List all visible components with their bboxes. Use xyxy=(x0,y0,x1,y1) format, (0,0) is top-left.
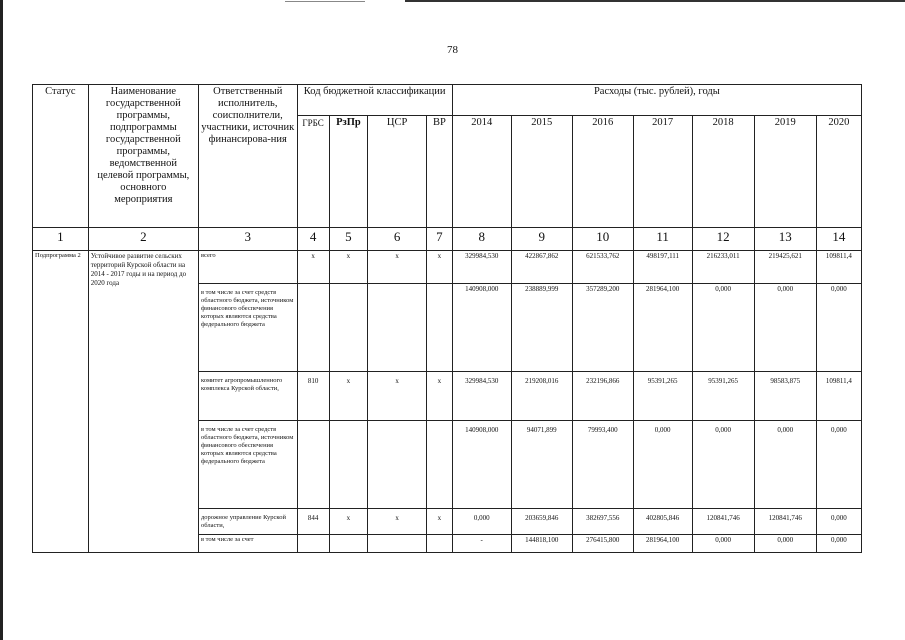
column-number: 11 xyxy=(633,228,692,251)
grbs-cell: x xyxy=(297,251,329,284)
header-budget-code: Код бюджетной классификации xyxy=(297,85,452,116)
grbs-cell xyxy=(297,421,329,509)
vr-cell: x xyxy=(427,251,453,284)
value-cell: 94071,899 xyxy=(511,421,572,509)
vr-cell xyxy=(427,421,453,509)
value-cell: 120841,746 xyxy=(692,509,754,535)
value-cell: 95391,265 xyxy=(633,372,692,421)
value-cell: 0,000 xyxy=(692,421,754,509)
header-vr: ВР xyxy=(427,116,453,228)
column-number: 7 xyxy=(427,228,453,251)
column-number: 12 xyxy=(692,228,754,251)
grbs-cell: 844 xyxy=(297,509,329,535)
value-cell: 329984,530 xyxy=(452,251,511,284)
executor-cell: в том числе за счет xyxy=(198,535,297,553)
value-cell: 329984,530 xyxy=(452,372,511,421)
vr-cell: x xyxy=(427,372,453,421)
value-cell: 203659,846 xyxy=(511,509,572,535)
header-year: 2016 xyxy=(572,116,633,228)
vr-cell xyxy=(427,284,453,372)
header-year: 2018 xyxy=(692,116,754,228)
executor-cell: всего xyxy=(198,251,297,284)
value-cell: 140908,000 xyxy=(452,284,511,372)
csr-cell xyxy=(368,284,427,372)
header-status: Статус xyxy=(33,85,89,228)
value-cell: 0,000 xyxy=(692,284,754,372)
column-number: 14 xyxy=(816,228,861,251)
header-expenses: Расходы (тыс. рублей), годы xyxy=(452,85,861,116)
value-cell: 0,000 xyxy=(754,535,816,553)
vr-cell: x xyxy=(427,509,453,535)
value-cell: 144818,100 xyxy=(511,535,572,553)
scan-edge-top-mark xyxy=(285,1,365,2)
rzpr-cell: x xyxy=(329,509,368,535)
column-number: 2 xyxy=(88,228,198,251)
scan-edge-left xyxy=(0,0,3,640)
value-cell: 0,000 xyxy=(633,421,692,509)
value-cell: 109811,4 xyxy=(816,251,861,284)
value-cell: 0,000 xyxy=(452,509,511,535)
csr-cell: x xyxy=(368,509,427,535)
executor-cell: дорожное управление Курской области, xyxy=(198,509,297,535)
value-cell: 0,000 xyxy=(816,535,861,553)
csr-cell: x xyxy=(368,251,427,284)
csr-cell xyxy=(368,535,427,553)
column-number: 1 xyxy=(33,228,89,251)
value-cell: 0,000 xyxy=(816,509,861,535)
value-cell: 0,000 xyxy=(754,421,816,509)
status-cell: Подпрограмма 2 xyxy=(33,251,89,553)
executor-cell: в том числе за счет средств областного бюджета, источником финансового обеспечения которых являются средства федерального бюджета xyxy=(198,421,297,509)
header-name: Наименование государственной программы, подпрограммы государственной программы, ведомственной целевой программы, основного мероприятия xyxy=(88,85,198,228)
value-cell: 0,000 xyxy=(816,421,861,509)
value-cell: 402805,846 xyxy=(633,509,692,535)
program-name-cell: Устойчивое развитие сельских территорий Курской области на 2014 - 2017 годы и на период до 2020 года xyxy=(88,251,198,553)
column-number: 9 xyxy=(511,228,572,251)
page-number: 78 xyxy=(447,44,458,56)
column-number: 13 xyxy=(754,228,816,251)
vr-cell xyxy=(427,535,453,553)
value-cell: 232196,866 xyxy=(572,372,633,421)
value-cell: 109811,4 xyxy=(816,372,861,421)
rzpr-cell xyxy=(329,284,368,372)
column-number: 8 xyxy=(452,228,511,251)
column-number: 6 xyxy=(368,228,427,251)
csr-cell xyxy=(368,421,427,509)
value-cell: 219208,016 xyxy=(511,372,572,421)
value-cell: 0,000 xyxy=(692,535,754,553)
header-csr: ЦСР xyxy=(368,116,427,228)
executor-cell: комитет агропромышленного комплекса Курской области, xyxy=(198,372,297,421)
value-cell: 98583,875 xyxy=(754,372,816,421)
column-number: 10 xyxy=(572,228,633,251)
value-cell: 281964,100 xyxy=(633,284,692,372)
column-number: 4 xyxy=(297,228,329,251)
value-cell: 382697,556 xyxy=(572,509,633,535)
grbs-cell: 810 xyxy=(297,372,329,421)
value-cell: 0,000 xyxy=(816,284,861,372)
table-row xyxy=(33,251,862,284)
value-cell: - xyxy=(452,535,511,553)
value-cell: 276415,800 xyxy=(572,535,633,553)
value-cell: 422867,862 xyxy=(511,251,572,284)
header-row-top xyxy=(33,85,862,116)
executor-cell: в том числе за счет средств областного бюджета, источником финансового обеспечения которых являются средства федерального бюджета xyxy=(198,284,297,372)
column-number: 3 xyxy=(198,228,297,251)
value-cell: 79993,400 xyxy=(572,421,633,509)
rzpr-cell: x xyxy=(329,251,368,284)
budget-table xyxy=(32,84,862,553)
value-cell: 238889,999 xyxy=(511,284,572,372)
header-year: 2020 xyxy=(816,116,861,228)
column-number: 5 xyxy=(329,228,368,251)
value-cell: 498197,111 xyxy=(633,251,692,284)
scan-edge-top xyxy=(405,0,905,2)
csr-cell: x xyxy=(368,372,427,421)
header-executor: Ответственный исполнитель, соисполнители, участники, источник финансирова-ния xyxy=(198,85,297,228)
header-rzpr: РзПр xyxy=(329,116,368,228)
rzpr-cell: x xyxy=(329,372,368,421)
header-year: 2017 xyxy=(633,116,692,228)
value-cell: 621533,762 xyxy=(572,251,633,284)
grbs-cell xyxy=(297,284,329,372)
value-cell: 357289,200 xyxy=(572,284,633,372)
value-cell: 216233,011 xyxy=(692,251,754,284)
value-cell: 95391,265 xyxy=(692,372,754,421)
value-cell: 140908,000 xyxy=(452,421,511,509)
header-year: 2015 xyxy=(511,116,572,228)
header-grbs: ГРБС xyxy=(297,116,329,228)
header-year: 2019 xyxy=(754,116,816,228)
value-cell: 281964,100 xyxy=(633,535,692,553)
value-cell: 0,000 xyxy=(754,284,816,372)
value-cell: 219425,621 xyxy=(754,251,816,284)
value-cell: 120841,746 xyxy=(754,509,816,535)
grbs-cell xyxy=(297,535,329,553)
header-year: 2014 xyxy=(452,116,511,228)
rzpr-cell xyxy=(329,535,368,553)
column-number-row xyxy=(33,228,862,251)
rzpr-cell xyxy=(329,421,368,509)
